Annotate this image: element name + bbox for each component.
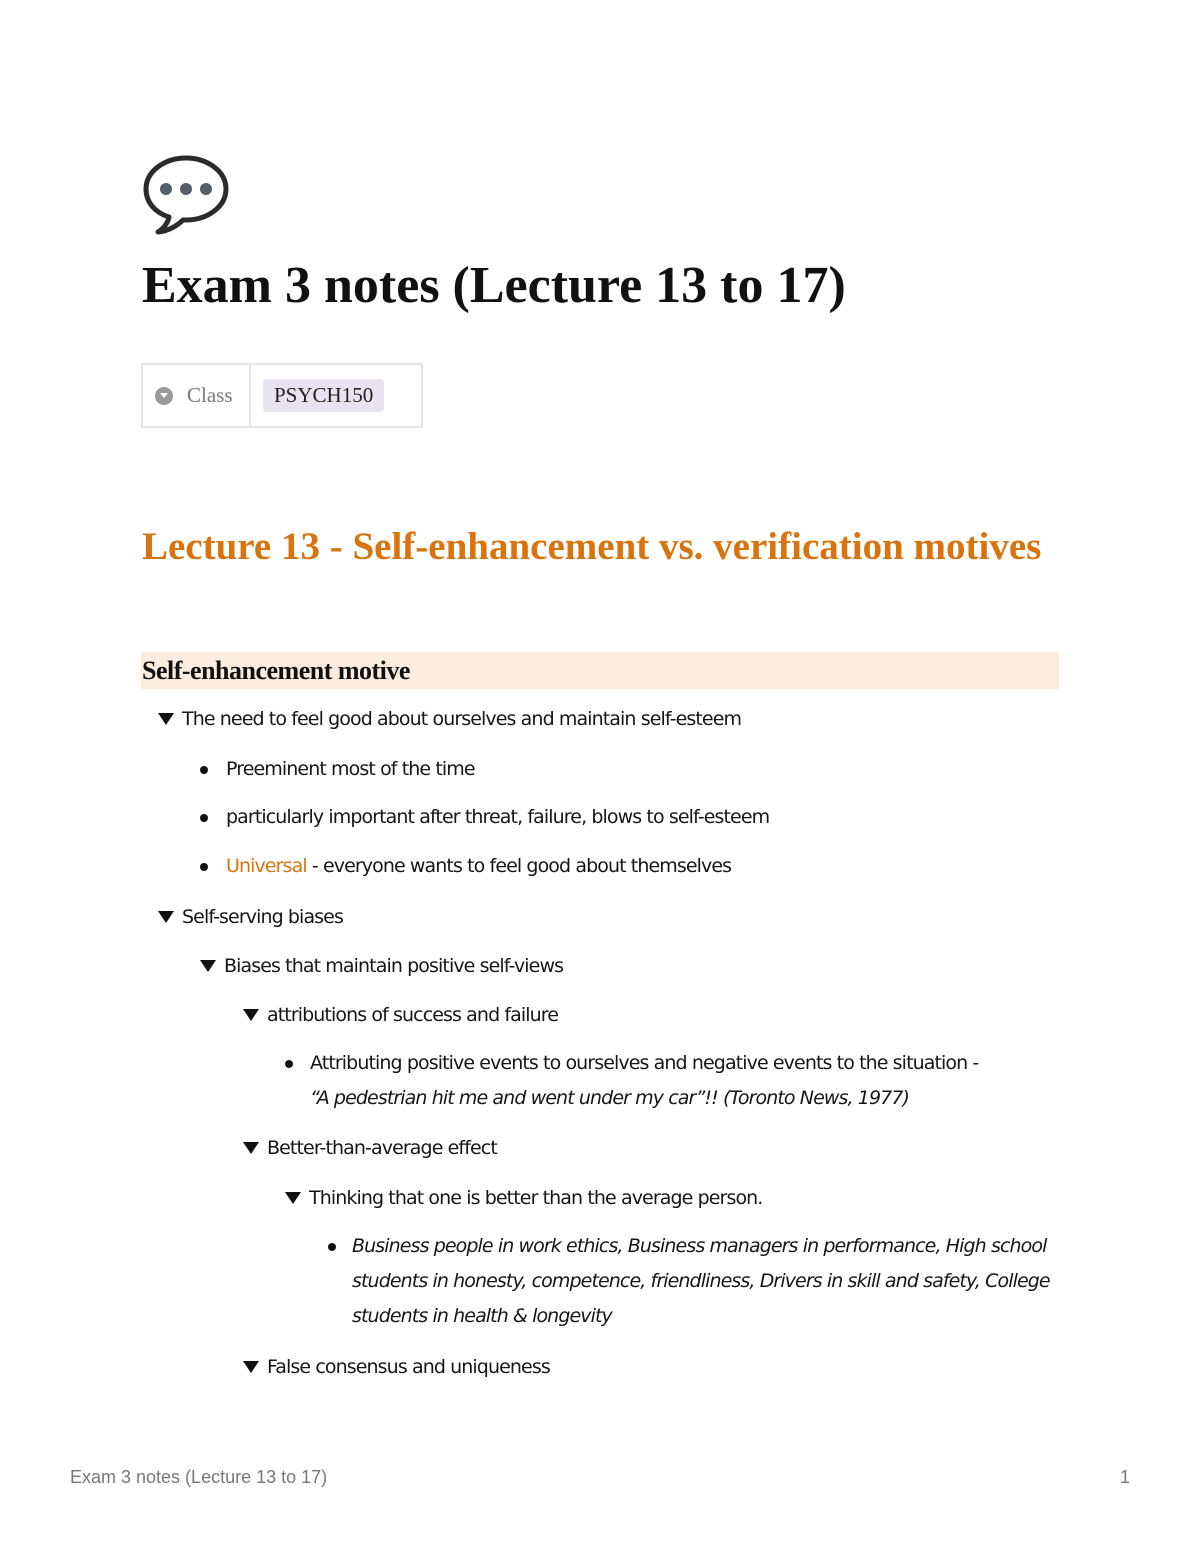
bullet-icon <box>200 814 208 822</box>
list-item: Preeminent most of the time <box>226 758 475 780</box>
bullet-icon <box>285 1060 293 1068</box>
section-heading: Lecture 13 - Self-enhancement vs. verification motives <box>142 525 1042 568</box>
footer-page-number: 1 <box>1120 1467 1131 1487</box>
list-item-examples: Business people in work ethics, Business managers in performance, High school students in honesty, competence, friendliness, Drivers in skill and safety, College students in health & longevity <box>352 1235 1050 1327</box>
list-item-quote: “A pedestrian hit me and went under my car”!! (Toronto News, 1977) <box>310 1087 910 1109</box>
toggle-item-maintain: Biases that maintain positive self-views <box>224 955 564 977</box>
toggle-item-better-than-average: Better-than-average effect <box>267 1137 497 1159</box>
bullet-icon <box>328 1243 336 1251</box>
toggle-item-false-consensus: False consensus and uniqueness <box>267 1356 550 1378</box>
class-tag[interactable]: PSYCH150 <box>263 379 384 412</box>
list-item: Attributing positive events to ourselves and negative events to the situation - <box>310 1052 979 1074</box>
bullet-icon <box>200 863 208 871</box>
properties-table <box>141 363 423 428</box>
toggle-item-attributions: attributions of success and failure <box>267 1004 559 1026</box>
toggle-triangle-icon[interactable] <box>243 1009 259 1021</box>
list-item <box>226 849 731 884</box>
toggle-triangle-icon[interactable] <box>158 713 174 725</box>
footer-title: Exam 3 notes (Lecture 13 to 17) <box>70 1467 328 1487</box>
toggle-item-need: The need to feel good about ourselves and maintain self-esteem <box>182 708 742 730</box>
toggle-triangle-icon[interactable] <box>158 911 174 923</box>
bullet-icon <box>200 766 208 774</box>
toggle-triangle-icon[interactable] <box>243 1361 259 1373</box>
toggle-triangle-icon[interactable] <box>200 960 216 972</box>
property-label: Class <box>187 383 233 407</box>
speech-balloon-icon <box>142 152 230 236</box>
select-property-icon <box>155 387 173 405</box>
highlight-term: Universal <box>226 855 307 877</box>
toggle-triangle-icon[interactable] <box>243 1142 259 1154</box>
list-item-text: - everyone wants to feel good about themselves <box>306 855 732 877</box>
toggle-item-biases: Self-serving biases <box>182 906 343 928</box>
toggle-triangle-icon[interactable] <box>285 1192 301 1204</box>
toggle-item-thinking: Thinking that one is better than the average person. <box>309 1187 763 1209</box>
property-value-cell[interactable] <box>251 365 421 426</box>
property-class[interactable] <box>143 365 251 426</box>
subheading: Self-enhancement motive <box>142 656 410 685</box>
page-title: Exam 3 notes (Lecture 13 to 17) <box>142 257 846 314</box>
list-item: particularly important after threat, failure, blows to self-esteem <box>226 806 770 828</box>
